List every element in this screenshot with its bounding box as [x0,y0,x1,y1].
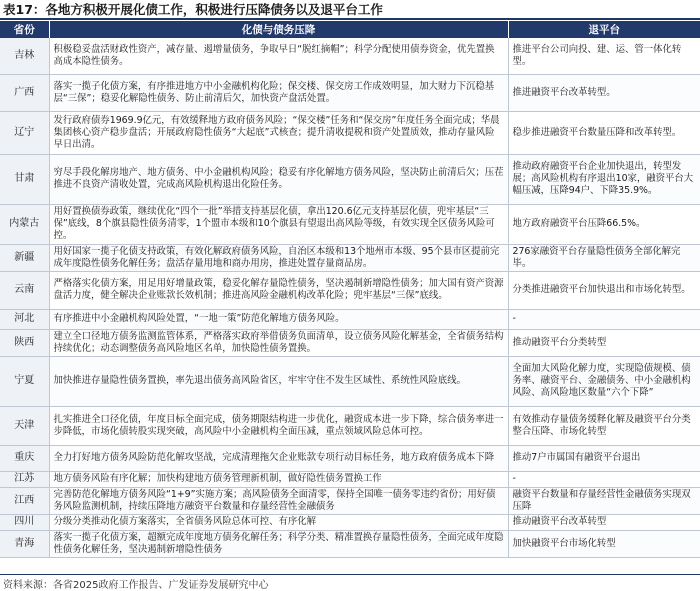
province-cell: 甘肃 [0,154,49,204]
debt-cell: 完善防范化解地方债务风险“1+9”实施方案；高风险债务全面清零，保持全国唯一债务零违约省份；用好债务风险监测机制，持续压降地方融资平台数量和存量经营性金融债务 [49,487,508,514]
platform-cell: - [508,471,700,487]
header-debt-reduction: 化债与债务压降 [49,21,508,38]
header-platform-exit: 退平台 [508,21,700,38]
platform-cell: 推动政府融资平台企业加快退出，转型发展；高风险机构有序退出10家，融资平台大幅压减，压降94户、下降35.9%。 [508,154,700,204]
province-cell: 青海 [0,530,49,557]
province-cell: 四川 [0,514,49,530]
platform-cell: 推进平台公司向投、建、运、管一体化转型。 [508,38,700,74]
debt-cell: 严格落实化债方案，用足用好增量政策，稳妥化解存量隐性债务，坚决遏制新增隐性债务；加大国有资产资源盘活力度，健全解决企业账款长效机制；推进高风险金融机构改革化险；兜牢基层“三保”底线。 [49,271,508,309]
platform-cell: 推动融资平台分类转型 [508,329,700,356]
province-cell: 江西 [0,487,49,514]
platform-cell: - [508,309,700,329]
table-row [0,356,700,406]
table-row [0,406,700,445]
platform-cell: 加快融资平台市场化转型 [508,530,700,557]
province-cell: 新疆 [0,244,49,271]
debt-cell: 有序推进中小金融机构风险处置，“一地一策”防范化解地方债务风险。 [49,309,508,329]
table-row [0,38,700,74]
debt-cell: 分级分类推动化债方案落实，全省债务风险总体可控、有序化解 [49,514,508,530]
province-cell: 云南 [0,271,49,309]
debt-cell: 穷尽手段化解房地产、地方债务、中小金融机构风险；稳妥有序化解地方债务风险，坚决防止前清后欠；压茬推进不良资产清收处置，完成高风险机构退出化险任务。 [49,154,508,204]
province-cell: 重庆 [0,445,49,471]
province-cell: 江苏 [0,471,49,487]
debt-cell: 地方债务风险有序化解；加快构建地方债务管理新机制，做好隐性债务置换工作 [49,471,508,487]
province-cell: 陕西 [0,329,49,356]
title-divider [0,18,700,20]
table-row [0,244,700,271]
debt-cell: 发行政府债券1969.9亿元，有效缓释地方政府债务风险；“保交楼”任务和“保交房”年度任务全面完成；华晨集团核心资产稳步盘活；开展政府隐性债务“大起底”式核查；提升清收提税和资产处置质效，推动存量风险早日出清。 [49,111,508,154]
source-divider [0,574,700,575]
table-title: 表17：各地方积极开展化债工作，积极进行压降债务以及退平台工作 [3,2,383,17]
platform-cell: 全面加大风险化解力度，实现隐债规模、债务率、融资平台、金融债务、中小金融机构风险、高风险地区数量“六个下降” [508,356,700,406]
debt-cell: 用好置换债券政策，继续优化“四个一批”举措支持基层化债，拿出120.6亿元支持基层化债，兜牢基层“三保”底线，8个旗县隐性债务清零，1个盟市本级和10个旗县有望退出高风险等级，有效实现全区债务风险可控。 [49,204,508,244]
table-row [0,204,700,244]
platform-cell: 推动融资平台改革转型 [508,514,700,530]
table-row [0,111,700,154]
debt-cell: 加快推进存量隐性债务置换，率先退出债务高风险省区，牢牢守住不发生区域性、系统性风险底线。 [49,356,508,406]
platform-cell: 融资平台数量和存量经营性金融债务实现双压降 [508,487,700,514]
platform-cell: 推动7户市属国有融资平台退出 [508,445,700,471]
province-cell: 内蒙古 [0,204,49,244]
debt-cell: 扎实推进全口径化债，年度目标全面完成，债务期限结构进一步优化，融资成本进一步下降，综合债务率进一步降低，市场化债转股实现突破，高风险中小金融机构全面压减，重点领域风险总体可控。 [49,406,508,445]
table-row [0,154,700,204]
table-row [0,471,700,487]
province-cell: 宁夏 [0,356,49,406]
table-row [0,514,700,530]
platform-cell: 推进融资平台改革转型。 [508,74,700,111]
table-row [0,329,700,356]
table-row [0,445,700,471]
source-note: 资料来源：各省2025政府工作报告、广发证券发展研究中心 [3,580,269,591]
table-header-row [0,21,700,38]
province-cell: 河北 [0,309,49,329]
platform-cell: 稳步推进融资平台数量压降和改革转型。 [508,111,700,154]
debt-cell: 建立全口径地方债务监测监管体系，严格落实政府举借债务负面清单，设立债务风险化解基金，全省债务结构持续优化；动态调整债务高风险地区名单，加快隐性债务置换。 [49,329,508,356]
debt-cell: 落实一揽子化债方案，有序推进地方中小金融机构化险；保交楼、保交房工作成效明显，加大财力下沉稳基层“三保”；稳妥化解隐性债务、防止前清后欠，加快资产盘活处置。 [49,74,508,111]
header-province: 省份 [0,21,49,38]
table-row [0,487,700,514]
platform-cell: 276家融资平台存量隐性债务全部化解完毕。 [508,244,700,271]
province-cell: 辽宁 [0,111,49,154]
platform-cell: 分类推进融资平台加快退出和市场化转型。 [508,271,700,309]
debt-cell: 积极稳妥盘活财政性资产，减存量、遏增量债务，争取早日“脱红摘帽”；科学分配使用债券资金，优先置换高成本隐性债务。 [49,38,508,74]
province-cell: 天津 [0,406,49,445]
province-cell: 吉林 [0,38,49,74]
table-row [0,271,700,309]
platform-cell: 有效推动存量债务缓释化解及融资平台分类整合压降、市场化转型 [508,406,700,445]
policy-table [0,21,700,558]
table-row [0,309,700,329]
debt-cell: 用好国家一揽子化债支持政策，有效化解政府债务风险，自治区本级和13个地州市本级、95个县市区提前完成年度隐性债务化解任务；盘活存量用地和商办用房，推进处置存量商品房。 [49,244,508,271]
debt-cell: 全力打好地方债务风险防范化解攻坚战，完成清理拖欠企业账款专项行动目标任务，地方政府债务成本下降 [49,445,508,471]
table-row [0,74,700,111]
debt-cell: 落实一揽子化债方案，超额完成年度地方债务化解任务；科学分类、精准置换存量隐性债务，全面完成年度隐性债务化解任务，坚决遏制新增隐性债务 [49,530,508,557]
province-cell: 广西 [0,74,49,111]
table-row [0,530,700,557]
platform-cell: 地方政府融资平台压降66.5%。 [508,204,700,244]
